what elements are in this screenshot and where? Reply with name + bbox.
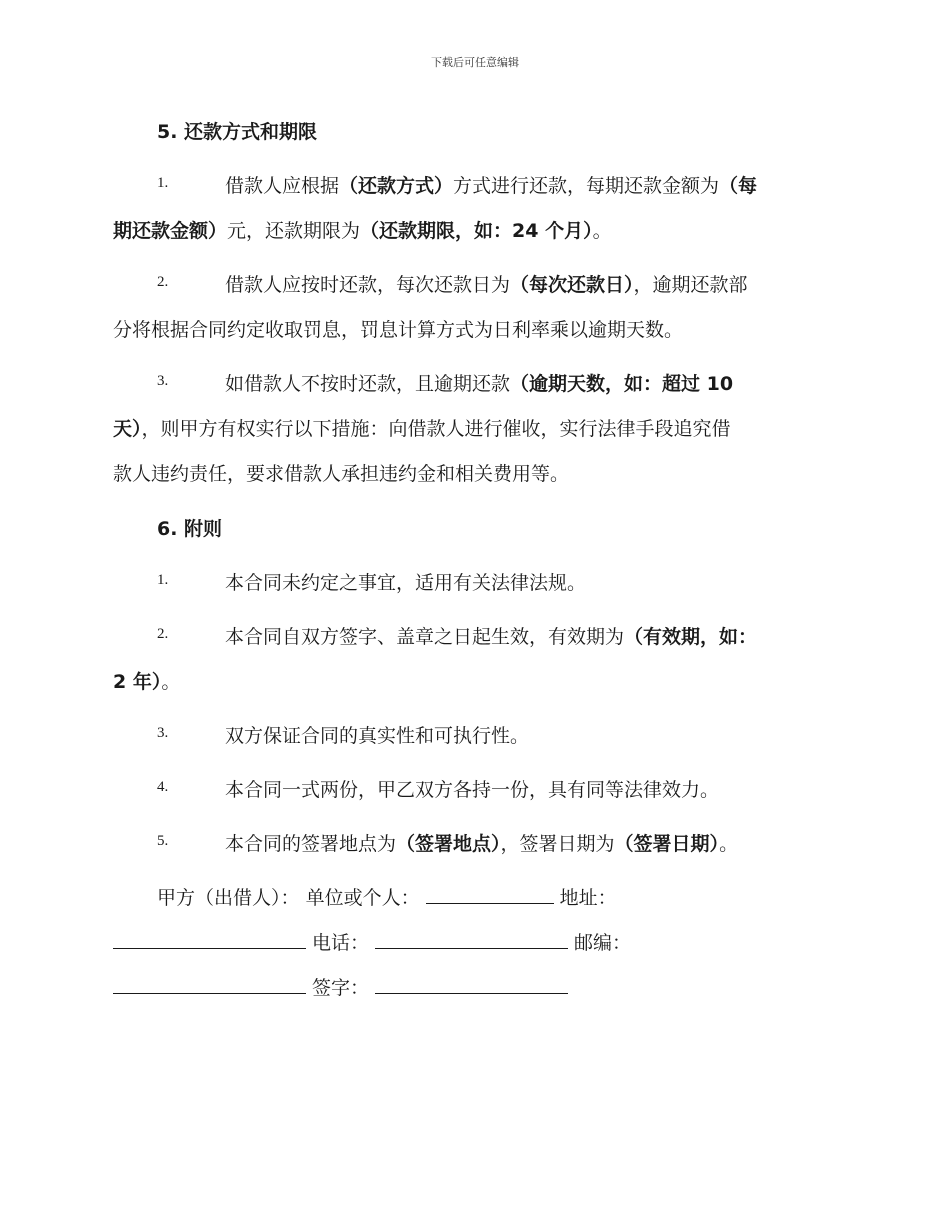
sign-label: 签字： (312, 977, 370, 999)
item-number: 3. (157, 725, 169, 741)
item-number: 1. (157, 572, 169, 588)
clause-text: 元，还款期限为 (227, 220, 361, 242)
signature-line (157, 883, 882, 910)
clause-text: 方式进行还款，每期还款金额为 (453, 175, 720, 197)
clause-line: 分将根据合同约定收取罚息，罚息计算方式为日利率乘以逾期天数。 (113, 319, 684, 341)
placeholder-text: 期还款金额） (113, 220, 228, 242)
placeholder-text: （有效期，如： (624, 626, 758, 648)
clause-text: 。 (161, 671, 181, 693)
section-6-title: 6. 附则 (157, 518, 223, 540)
item-number: 2. (157, 626, 169, 642)
clause-text: 。 (719, 833, 739, 855)
placeholder-text: （每次还款日） (510, 274, 634, 296)
clause-line (225, 622, 835, 649)
clause-text: ，签署日期为 (500, 833, 615, 855)
clause-line (113, 216, 838, 243)
clause-text: ，则甲方有权实行以下措施：向借款人进行催收，实行法律手段追究借 (141, 418, 731, 440)
placeholder-text: （每 (719, 175, 758, 197)
item-number: 4. (157, 779, 169, 795)
party-label: 甲方（出借人）： (157, 887, 300, 909)
placeholder-text: （逾期天数，如：超过 10 (510, 373, 734, 395)
clause-line (225, 369, 835, 396)
phone-label: 电话： (312, 932, 370, 954)
address-label: 地址： (559, 887, 617, 909)
sign-blank[interactable] (375, 992, 568, 994)
clause-text: 借款人应根据 (225, 175, 340, 197)
signature-line (113, 973, 838, 1000)
item-number: 5. (157, 833, 169, 849)
clause-text: 本合同的签署地点为 (225, 833, 397, 855)
placeholder-text: （签署日期） (614, 833, 720, 855)
unit-label: 单位或个人： (305, 887, 420, 909)
clause-text: 借款人应按时还款，每次还款日为 (225, 274, 511, 296)
placeholder-text: 天） (113, 418, 142, 440)
clause-line: 双方保证合同的真实性和可执行性。 (225, 725, 530, 747)
placeholder-text: 2 年） (113, 671, 162, 693)
clause-line: 款人违约责任，要求借款人承担违约金和相关费用等。 (113, 463, 570, 485)
section-5-title: 5. 还款方式和期限 (157, 121, 318, 143)
clause-text: 。 (592, 220, 612, 242)
clause-text: ，逾期还款部 (633, 274, 748, 296)
placeholder-text: （还款期限，如：24 个月） (360, 220, 593, 242)
clause-text: 本合同自双方签字、盖章之日起生效，有效期为 (225, 626, 625, 648)
placeholder-text: （还款方式） (339, 175, 454, 197)
phone-blank[interactable] (375, 947, 568, 949)
clause-line (225, 270, 835, 297)
signature-line (113, 928, 838, 955)
postcode-label: 邮编： (574, 932, 632, 954)
item-number: 3. (157, 373, 169, 389)
clause-line: 本合同未约定之事宜，适用有关法律法规。 (225, 572, 587, 594)
postcode-blank[interactable] (113, 992, 306, 994)
clause-line (225, 829, 835, 856)
placeholder-text: （签署地点） (396, 833, 501, 855)
clause-line: 本合同一式两份，甲乙双方各持一份，具有同等法律效力。 (225, 779, 720, 801)
clause-line (225, 171, 835, 198)
page-header: 下载后可任意编辑 (431, 56, 519, 69)
clause-line (113, 667, 838, 694)
address-blank[interactable] (113, 947, 306, 949)
item-number: 2. (157, 274, 169, 290)
item-number: 1. (157, 175, 169, 191)
unit-blank[interactable] (426, 902, 554, 904)
clause-line (113, 414, 838, 441)
clause-text: 如借款人不按时还款，且逾期还款 (225, 373, 511, 395)
